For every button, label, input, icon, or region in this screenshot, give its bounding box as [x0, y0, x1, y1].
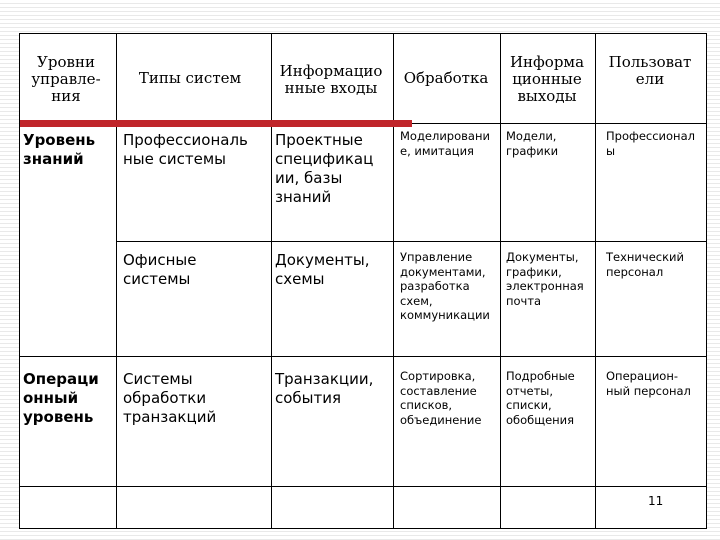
row3-inputs: Транзакции, события — [275, 370, 374, 407]
page-number: 11 — [648, 494, 664, 508]
header-system-types: Типы систем — [138, 69, 242, 87]
row1-processing: Моделировани е, имитация — [400, 129, 490, 158]
header-outputs: Информа ционные выходы — [509, 53, 585, 105]
row-label-knowledge-level: Уровень знаний — [23, 131, 96, 168]
row2-inputs: Документы, схемы — [275, 251, 370, 288]
row-label-operational-level: Операци онный уровень — [23, 370, 99, 426]
row2-users: Технический персонал — [606, 250, 684, 279]
header-processing: Обработка — [403, 69, 489, 87]
header-inputs: Информацио нные входы — [279, 62, 383, 97]
header-levels: Уровни управле-ния — [31, 53, 101, 105]
row3-processing: Сортировка, составление списков, объединение — [400, 369, 482, 427]
row2-processing: Управление документами, разработка схем, коммуникации — [400, 250, 490, 322]
row1-users: Профессионал ы — [606, 129, 695, 158]
row3-users: Операцион-ный персонал — [606, 369, 691, 398]
header-users: Пользоват ели — [608, 53, 692, 88]
row1-inputs: Проектные спецификац ии, базы знаний — [275, 131, 374, 206]
row3-system-type: Системы обработки транзакций — [123, 370, 217, 426]
row3-outputs: Подробные отчеты, списки, обобщения — [506, 369, 575, 427]
accent-bar — [20, 120, 412, 127]
row2-system-type: Офисные системы — [123, 251, 197, 288]
row2-outputs: Документы, графики, электронная почта — [506, 250, 584, 308]
row1-outputs: Модели, графики — [506, 129, 559, 158]
row1-system-type: Профессиональ ные системы — [123, 131, 248, 168]
